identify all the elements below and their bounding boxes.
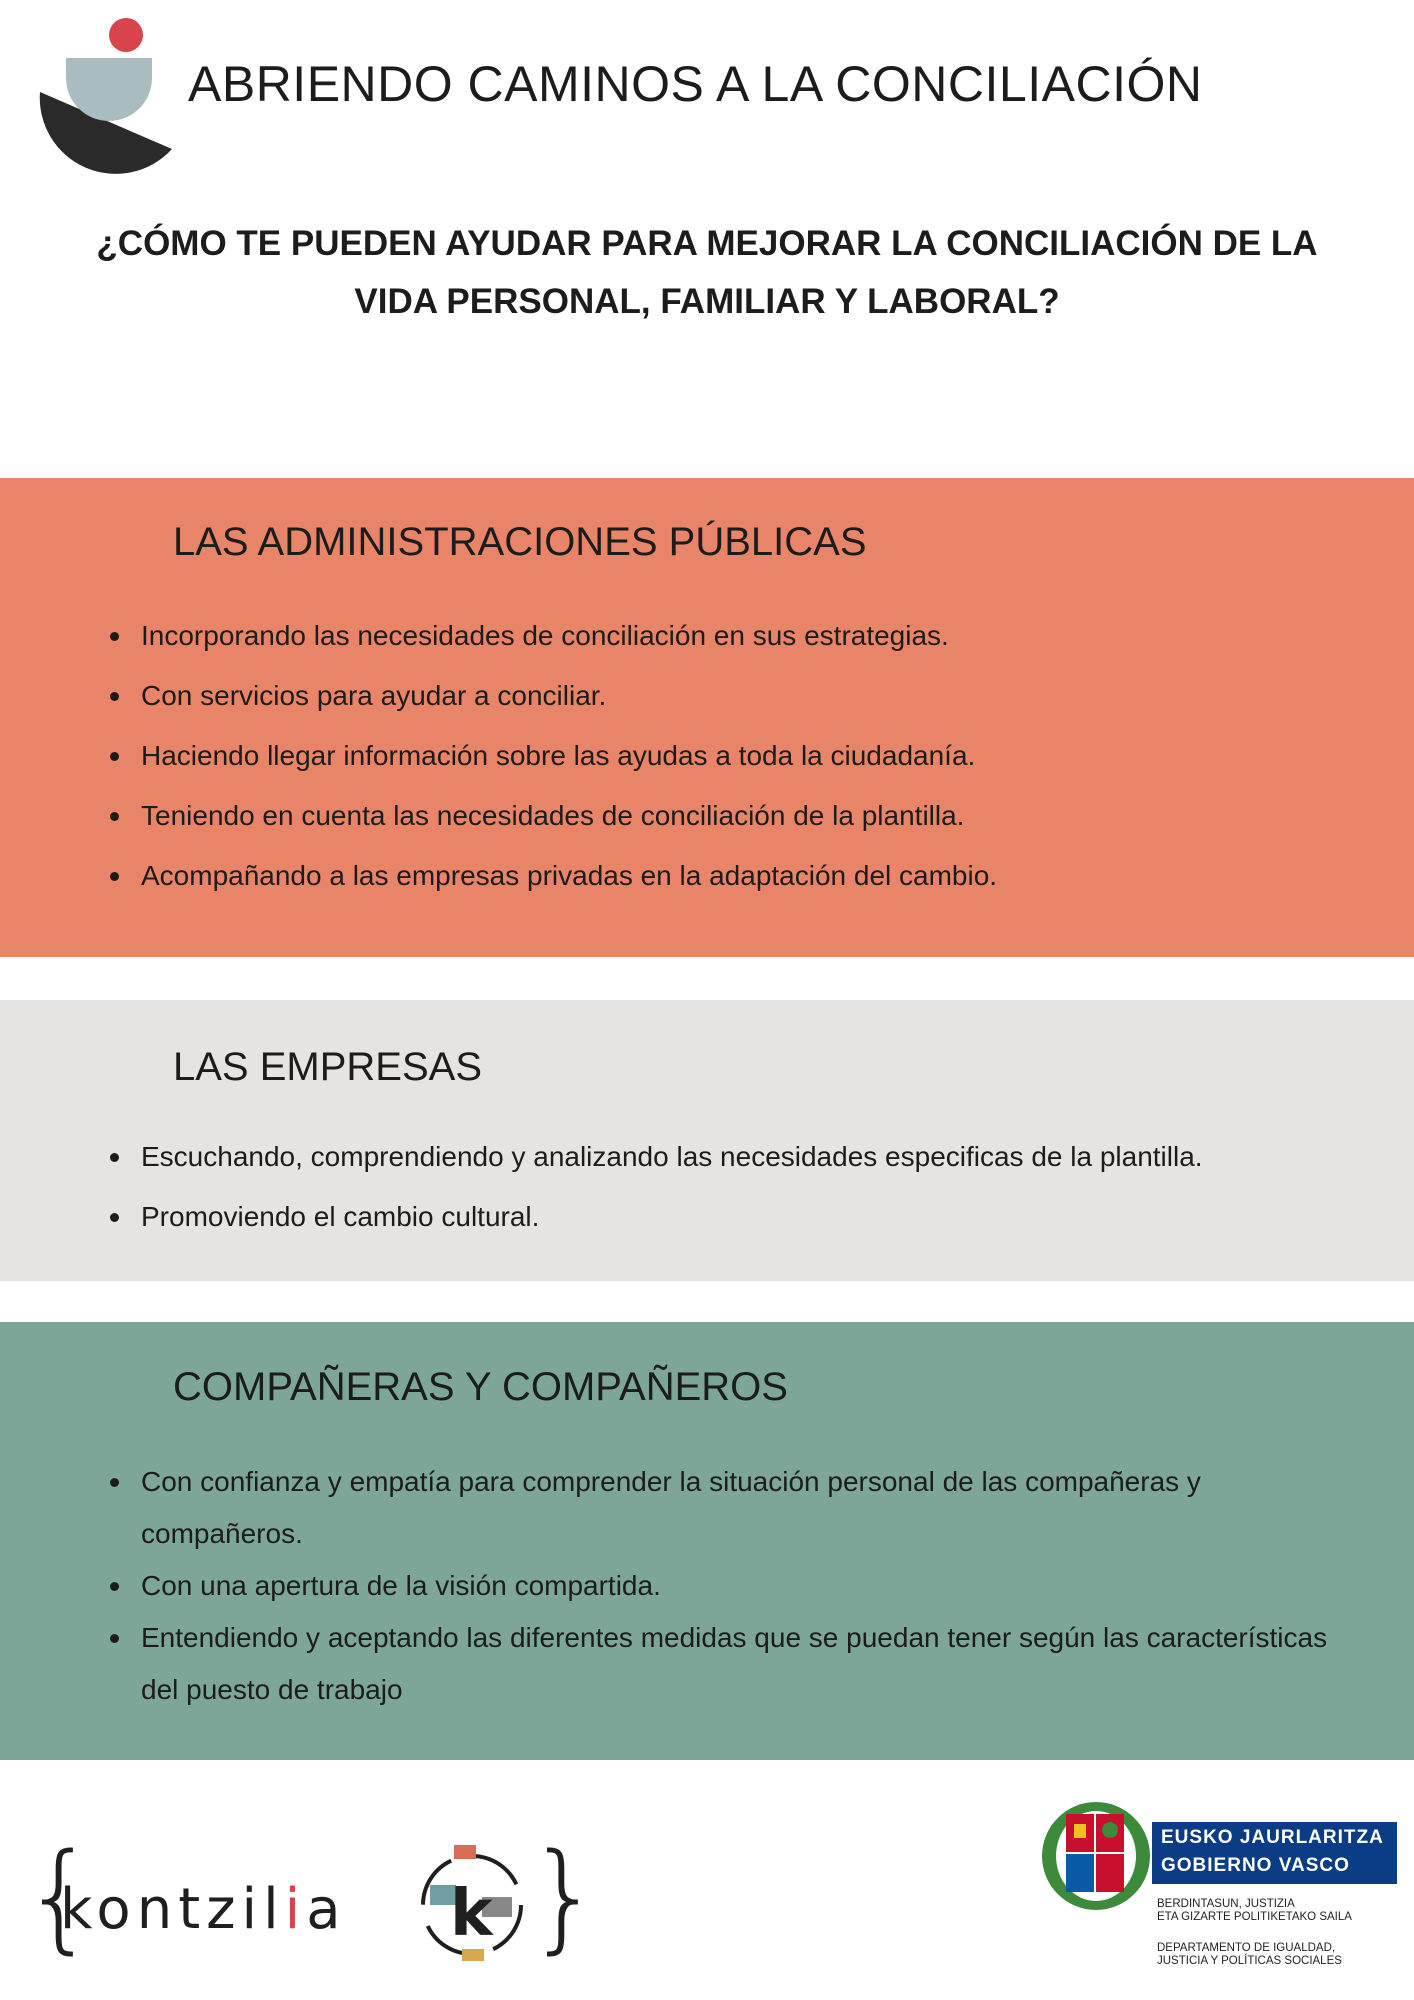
dept-es-line-2: JUSTICIA Y POLÍTICAS SOCIALES [1157,1955,1342,1967]
page-title: ABRIENDO CAMINOS A LA CONCILIACIÓN [188,56,1203,112]
gobierno-vasco-name [1152,1822,1397,1884]
section-administraciones [0,478,1414,957]
section-list [110,606,1340,906]
header-logo-icon [30,18,180,188]
list-item: Acompañando a las empresas privadas en la adaptación del cambio. [110,846,1340,906]
dept-es-line-1: DEPARTAMENTO DE IGUALDAD, [1157,1942,1336,1954]
list-item: Con una apertura de la visión compartida. [110,1560,1340,1612]
section-list [110,1127,1340,1247]
list-item: Haciendo llegar información sobre las ayudas a toda la ciudadanía. [110,726,1340,786]
section-title: COMPAÑERAS Y COMPAÑEROS [173,1365,788,1409]
kontzilia-brace-open: { [22,1827,98,1965]
list-item: Promoviendo el cambio cultural. [110,1187,1340,1247]
section-empresas [0,1000,1414,1281]
kontzilia-logo [22,1825,603,1965]
gv-es-name: GOBIERNO VASCO [1161,1855,1350,1876]
section-title: LAS ADMINISTRACIONES PÚBLICAS [173,520,867,564]
kontzilia-brace-close: } [527,1827,603,1965]
question-line-1: ¿CÓMO TE PUEDEN AYUDAR PARA MEJORAR LA CONCILIACIÓN DE LA [96,224,1318,263]
svg-text:k: k [450,1877,493,1951]
section-list [110,1456,1340,1716]
section-title: LAS EMPRESAS [173,1045,483,1089]
dept-eu-line-2: ETA GIZARTE POLITIKETAKO SAILA [1157,1911,1352,1923]
kontzilia-wordmark: kontzilia [60,1877,347,1942]
list-item: Con confianza y empatía para comprender la situación personal de las compañeras y compañeros. [110,1456,1340,1560]
kontzilia-k-icon [423,1845,521,1961]
list-item: Entendiendo y aceptando las diferentes medidas que se puedan tener según las características del puesto de trabajo [110,1612,1340,1716]
dept-eu-line-1: BERDINTASUN, JUSTIZIA [1157,1898,1295,1910]
list-item: Escuchando, comprendiendo y analizando las necesidades especificas de la plantilla. [110,1127,1340,1187]
list-item: Teniendo en cuenta las necesidades de conciliación de la plantilla. [110,786,1340,846]
gv-eu-name: EUSKO JAURLARITZA [1161,1827,1384,1848]
section-companeros [0,1322,1414,1760]
list-item: Incorporando las necesidades de conciliación en sus estrategias. [110,606,1340,666]
page-question [80,215,1334,331]
list-item: Con servicios para ayudar a conciliar. [110,666,1340,726]
question-line-2: VIDA PERSONAL, FAMILIAR Y LABORAL? [354,282,1060,321]
